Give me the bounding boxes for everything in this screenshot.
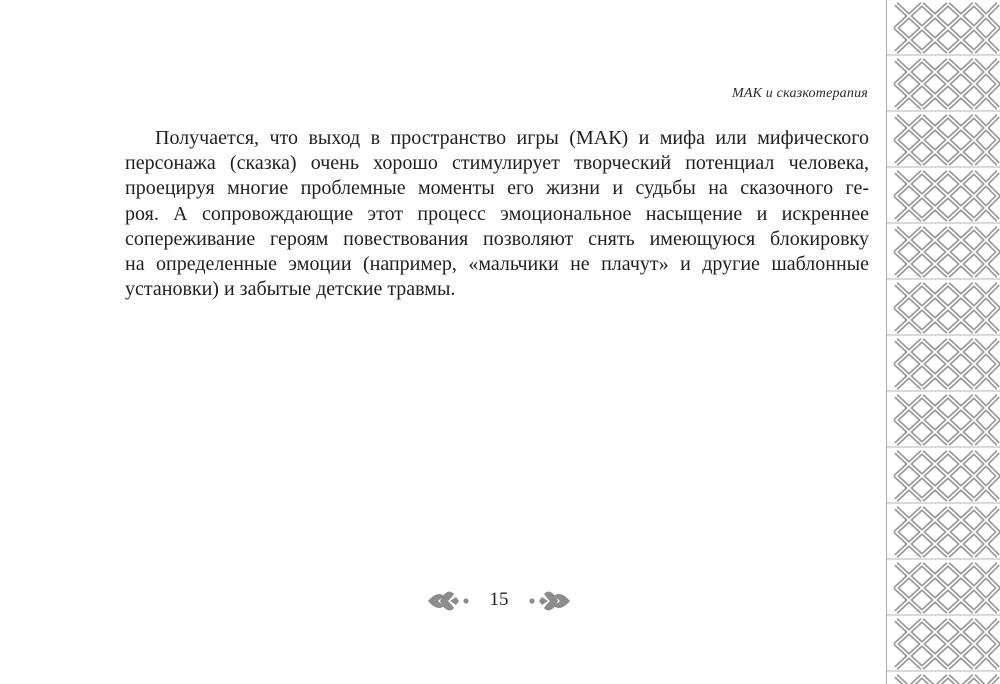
paragraph-line: роя. А сопровождающие этот процесс эмоциональное насыщение и искреннее	[125, 202, 869, 225]
body-paragraph	[125, 126, 869, 302]
running-header: МАК и сказкотерапия	[731, 86, 868, 101]
paragraph-line: проецируя многие проблемные моменты его жизни и судьбы на сказочного ге-	[125, 177, 869, 200]
paragraph-line: Получается, что выход в пространство игры (МАК) и мифа или мифического	[155, 127, 869, 149]
paragraph-line: сопереживание героям повествования позволяют снять имеющуюся блокировку	[125, 227, 869, 250]
paragraph-line: персонажа (сказка) очень хорошо стимулирует творческий потенциал человека,	[125, 152, 869, 175]
page-footer	[426, 584, 572, 616]
paragraph-line: на определенные эмоции (например, «мальчики не плачут» и другие шаблонные	[125, 253, 869, 276]
floral-flourish-icon	[526, 586, 572, 616]
page-number: 15	[489, 589, 509, 610]
celtic-knot-border-icon	[886, 0, 1000, 684]
paragraph-line: установки) и забытые детские травмы.	[125, 278, 456, 301]
